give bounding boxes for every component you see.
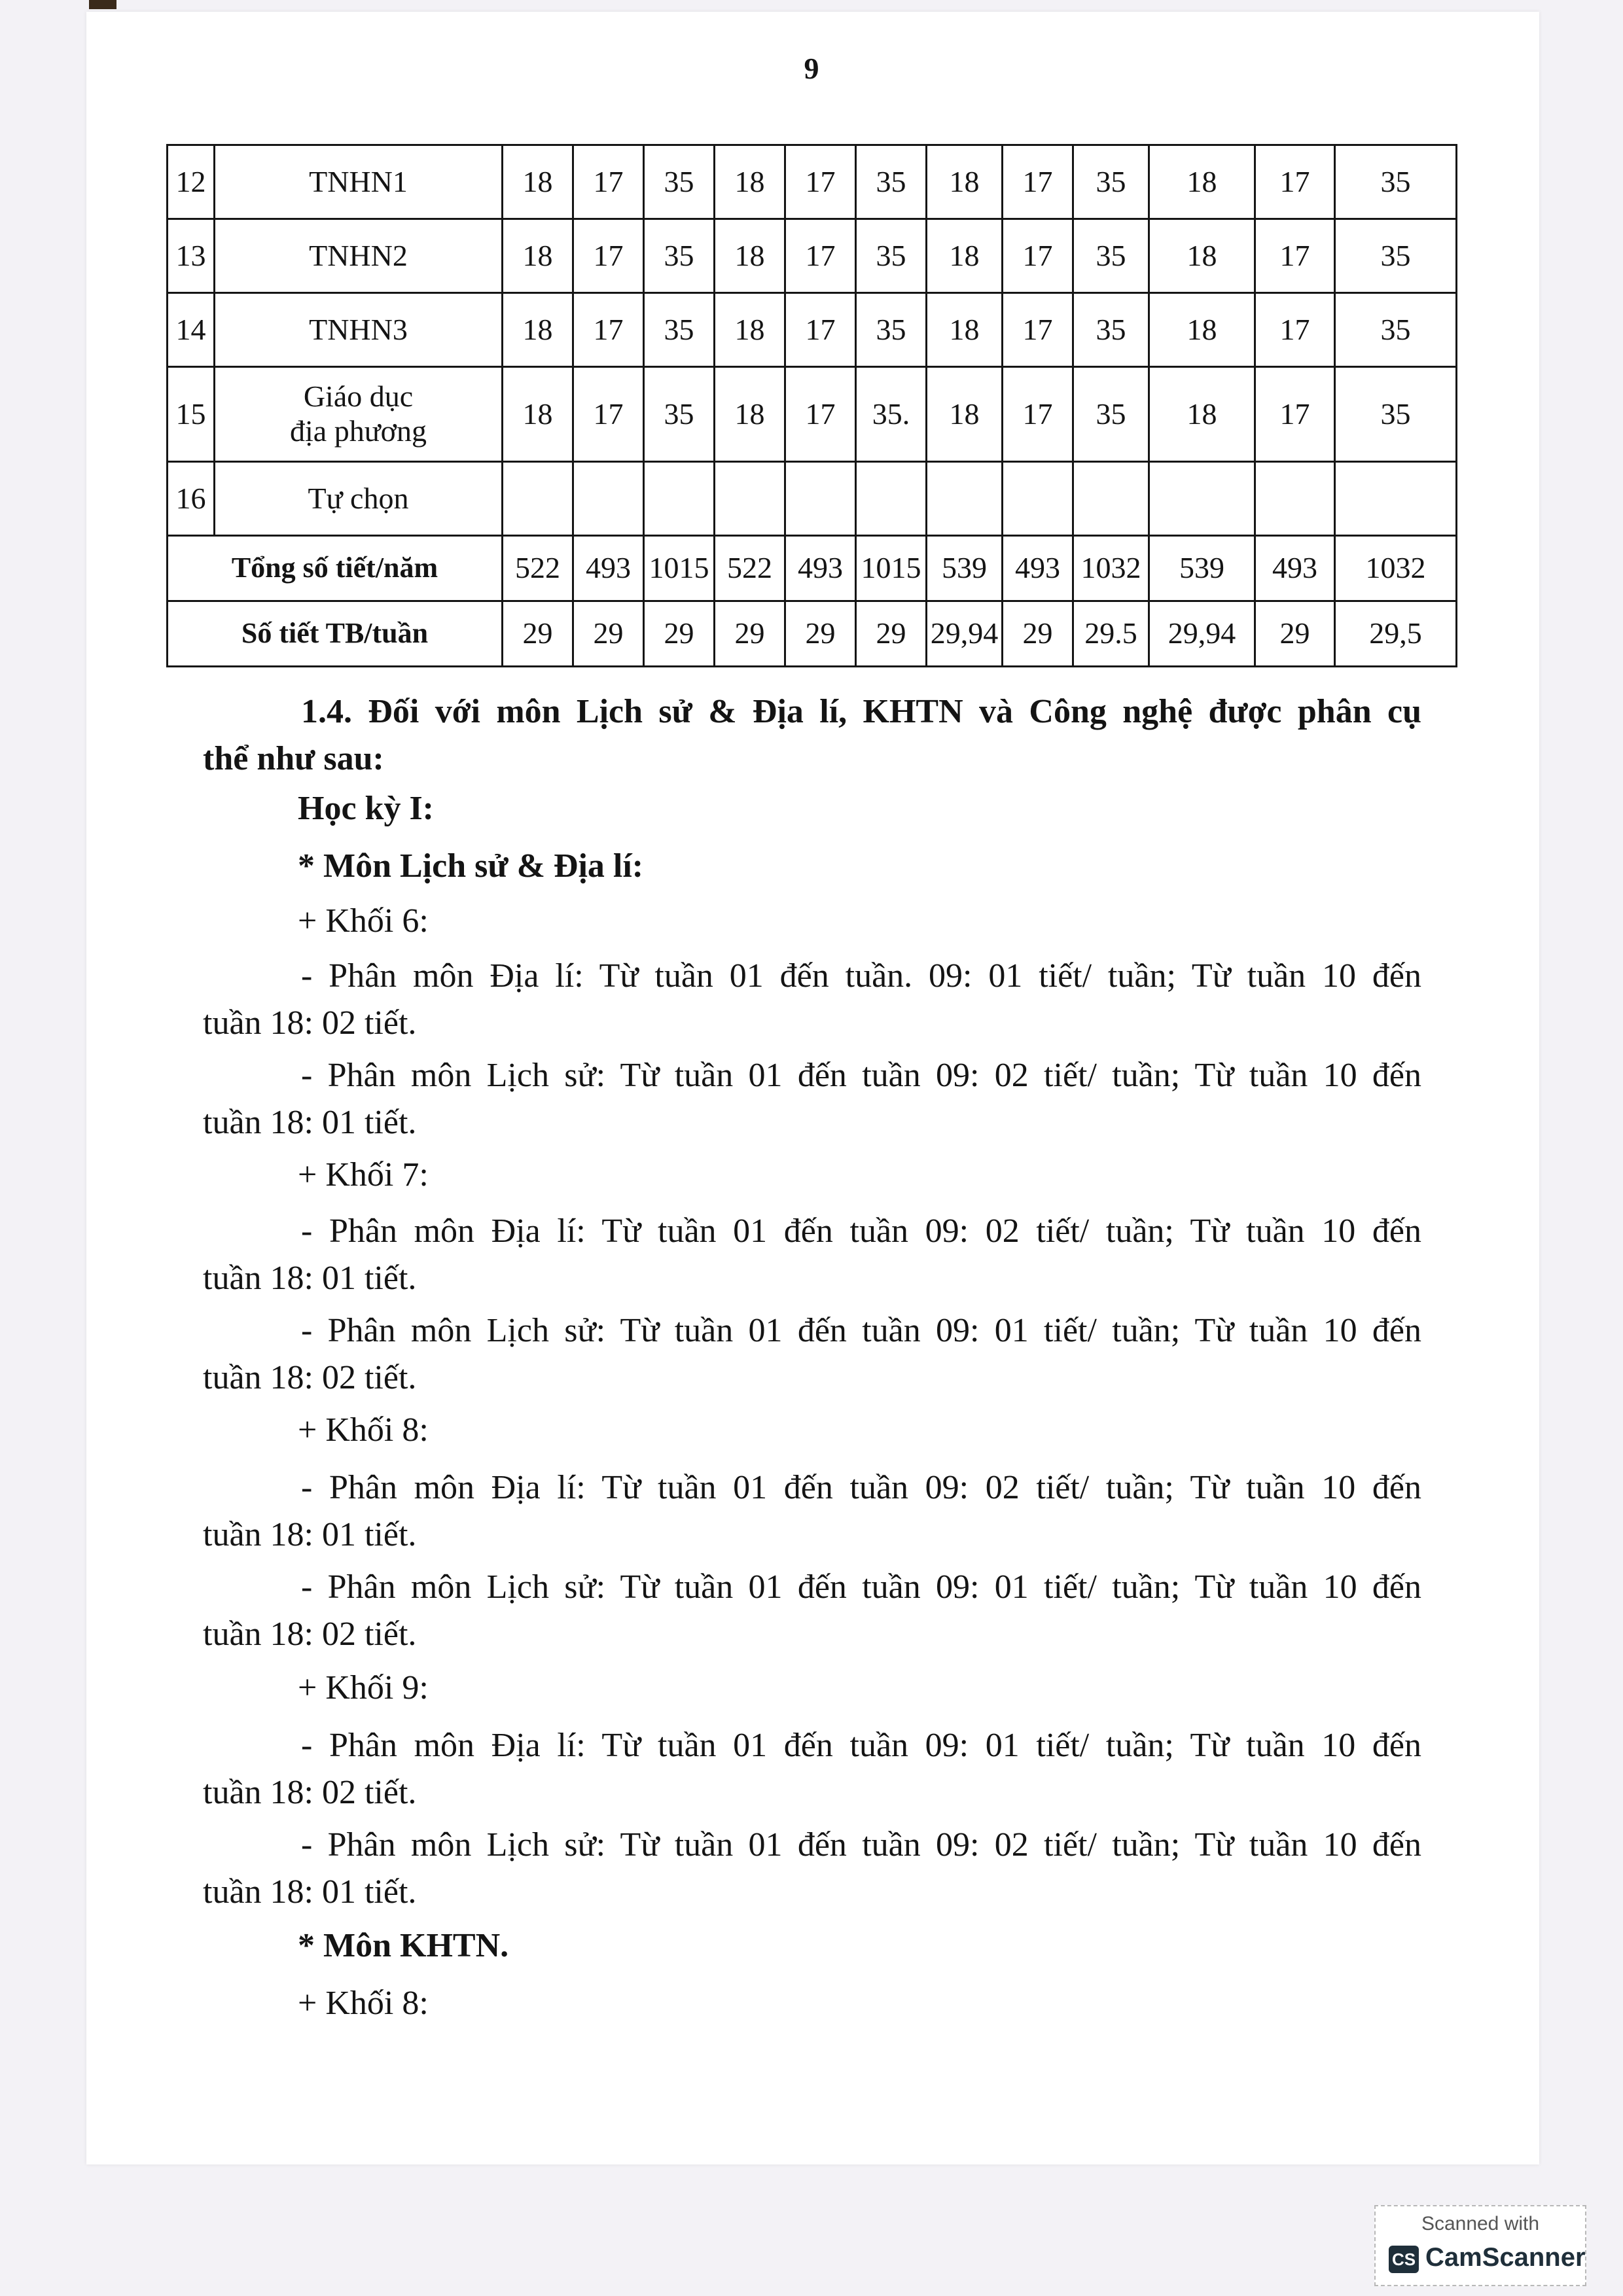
grade-7-label: + Khối 7: (298, 1156, 429, 1193)
subject-cell (215, 367, 503, 462)
badge-brand: CamScanner (1425, 2243, 1586, 2272)
value-cell: 17 (1255, 145, 1335, 219)
value-cell: 17 (1003, 367, 1073, 462)
value-cell: 18 (503, 219, 573, 293)
value-cell (1073, 462, 1149, 536)
value-cell: 18 (715, 367, 785, 462)
value-cell: 522 (503, 536, 573, 601)
summary-label-cell: Số tiết TB/tuần (168, 601, 503, 667)
value-cell (715, 462, 785, 536)
scan-corner-mark (89, 0, 116, 9)
value-cell: 29 (1255, 601, 1335, 667)
semester-label: Học kỳ I: (298, 790, 434, 827)
row-number-cell: 13 (168, 219, 215, 293)
value-cell: 522 (715, 536, 785, 601)
value-cell: 35 (644, 145, 715, 219)
value-cell: 493 (1255, 536, 1335, 601)
g8-geography-line-1: - Phân môn Địa lí: Từ tuần 01 đến tuần 09: 02 tiết/ tuần; Từ tuần 10 đến (301, 1469, 1421, 1506)
value-cell: 29,94 (927, 601, 1003, 667)
table-row (168, 462, 1457, 536)
g7-history-line-2: tuần 18: 02 tiết. (203, 1359, 417, 1396)
value-cell: 29 (856, 601, 927, 667)
g8-history-line-2: tuần 18: 02 tiết. (203, 1616, 417, 1653)
value-cell: 17 (573, 145, 644, 219)
value-cell: 18 (927, 293, 1003, 367)
value-cell: 17 (1003, 219, 1073, 293)
badge-caption: Scanned with (1421, 2213, 1540, 2234)
value-cell (856, 462, 927, 536)
table-row (168, 293, 1457, 367)
value-cell: 35 (644, 219, 715, 293)
row-number-cell: 16 (168, 462, 215, 536)
g9-geography-line-1: - Phân môn Địa lí: Từ tuần 01 đến tuần 09: 01 tiết/ tuần; Từ tuần 10 đến (301, 1727, 1421, 1764)
value-cell: 18 (715, 219, 785, 293)
lesson-hours-table (166, 144, 1457, 667)
value-cell: 18 (715, 145, 785, 219)
g6-geography-paragraph (203, 953, 1421, 1047)
value-cell: 17 (573, 367, 644, 462)
value-cell: 35 (1073, 219, 1149, 293)
value-cell: 35 (1335, 293, 1457, 367)
row-number-cell: 14 (168, 293, 215, 367)
value-cell (1255, 462, 1335, 536)
total-row (168, 536, 1457, 601)
value-cell: 1032 (1073, 536, 1149, 601)
value-cell: 17 (785, 367, 856, 462)
g8-geography-line-2: tuần 18: 01 tiết. (203, 1516, 417, 1553)
value-cell: 493 (1003, 536, 1073, 601)
subject-cell: Tự chọn (215, 462, 503, 536)
subject-cell: TNHN2 (215, 219, 503, 293)
subject-science: * Môn KHTN. (298, 1927, 509, 1964)
grade-8-label: + Khối 8: (298, 1411, 429, 1449)
science-grade-8-label: + Khối 8: (298, 1985, 429, 2022)
g7-history-paragraph (203, 1307, 1421, 1402)
value-cell (785, 462, 856, 536)
value-cell: 18 (1149, 293, 1255, 367)
value-cell (503, 462, 573, 536)
value-cell: 35 (1073, 145, 1149, 219)
value-cell: 18 (715, 293, 785, 367)
value-cell: 493 (573, 536, 644, 601)
g8-geography-paragraph (203, 1464, 1421, 1559)
value-cell: 35 (856, 219, 927, 293)
subject-cell: TNHN1 (215, 145, 503, 219)
value-cell (927, 462, 1003, 536)
value-cell: 18 (927, 367, 1003, 462)
g6-history-paragraph (203, 1052, 1421, 1146)
g7-history-line-1: - Phân môn Lịch sử: Từ tuần 01 đến tuần 09: 01 tiết/ tuần; Từ tuần 10 đến (301, 1312, 1421, 1349)
g9-geography-line-2: tuần 18: 02 tiết. (203, 1774, 417, 1811)
page-number: 9 (804, 52, 819, 85)
g7-geography-line-2: tuần 18: 01 tiết. (203, 1260, 417, 1297)
value-cell: 18 (1149, 367, 1255, 462)
value-cell: 29 (715, 601, 785, 667)
value-cell (1335, 462, 1457, 536)
value-cell: 17 (1003, 293, 1073, 367)
value-cell: 1015 (856, 536, 927, 601)
g6-geography-line-2: tuần 18: 02 tiết. (203, 1004, 417, 1042)
value-cell: 17 (1255, 219, 1335, 293)
value-cell: 29.5 (1073, 601, 1149, 667)
value-cell: 18 (1149, 219, 1255, 293)
value-cell: 539 (927, 536, 1003, 601)
value-cell: 18 (927, 219, 1003, 293)
table-row (168, 219, 1457, 293)
value-cell: 17 (1255, 293, 1335, 367)
value-cell: 17 (785, 145, 856, 219)
camscanner-logo-icon: CS (1389, 2246, 1419, 2273)
value-cell: 493 (785, 536, 856, 601)
g9-history-line-1: - Phân môn Lịch sử: Từ tuần 01 đến tuần 09: 02 tiết/ tuần; Từ tuần 10 đến (301, 1826, 1421, 1863)
value-cell: 35 (1073, 293, 1149, 367)
value-cell: 17 (785, 293, 856, 367)
average-row (168, 601, 1457, 667)
value-cell: 35 (1335, 219, 1457, 293)
subject-line-2: địa phương (290, 414, 427, 448)
section-heading-line-1: 1.4. Đối với môn Lịch sử & Địa lí, KHTN và Công nghệ được phân cụ (301, 693, 1421, 730)
value-cell (644, 462, 715, 536)
value-cell: 29 (503, 601, 573, 667)
value-cell: 29 (644, 601, 715, 667)
value-cell: 18 (503, 367, 573, 462)
value-cell: 29 (1003, 601, 1073, 667)
value-cell (1003, 462, 1073, 536)
g8-history-line-1: - Phân môn Lịch sử: Từ tuần 01 đến tuần 09: 01 tiết/ tuần; Từ tuần 10 đến (301, 1568, 1421, 1606)
value-cell: 18 (503, 293, 573, 367)
table-row (168, 145, 1457, 219)
camscanner-badge (1374, 2205, 1586, 2286)
value-cell: 1015 (644, 536, 715, 601)
row-number-cell: 12 (168, 145, 215, 219)
value-cell (573, 462, 644, 536)
section-heading-line-2: thể như sau: (203, 740, 384, 777)
value-cell: 1032 (1335, 536, 1457, 601)
value-cell: 35 (644, 293, 715, 367)
grade-9-label: + Khối 9: (298, 1669, 429, 1706)
value-cell: 35 (644, 367, 715, 462)
value-cell: 35 (1335, 145, 1457, 219)
g7-geography-paragraph (203, 1208, 1421, 1302)
value-cell: 18 (1149, 145, 1255, 219)
g9-history-line-2: tuần 18: 01 tiết. (203, 1873, 417, 1911)
value-cell: 35 (1335, 367, 1457, 462)
value-cell: 17 (785, 219, 856, 293)
g8-history-paragraph (203, 1564, 1421, 1658)
value-cell: 17 (573, 293, 644, 367)
value-cell: 539 (1149, 536, 1255, 601)
value-cell (1149, 462, 1255, 536)
row-number-cell: 15 (168, 367, 215, 462)
value-cell: 35 (1073, 367, 1149, 462)
value-cell: 35 (856, 145, 927, 219)
g6-history-line-1: - Phân môn Lịch sử: Từ tuần 01 đến tuần 09: 02 tiết/ tuần; Từ tuần 10 đến (301, 1057, 1421, 1094)
grade-6-label: + Khối 6: (298, 902, 429, 940)
subject-history-geography: * Môn Lịch sử & Địa lí: (298, 847, 644, 885)
value-cell: 17 (573, 219, 644, 293)
value-cell: 18 (503, 145, 573, 219)
value-cell: 29 (573, 601, 644, 667)
value-cell: 18 (927, 145, 1003, 219)
section-heading (203, 688, 1421, 783)
value-cell: 35 (856, 293, 927, 367)
value-cell: 35. (856, 367, 927, 462)
g6-history-line-2: tuần 18: 01 tiết. (203, 1104, 417, 1141)
value-cell: 29 (785, 601, 856, 667)
value-cell: 17 (1003, 145, 1073, 219)
g6-geography-line-1: - Phân môn Địa lí: Từ tuần 01 đến tuần. 09: 01 tiết/ tuần; Từ tuần 10 đến (301, 957, 1421, 995)
table-row (168, 367, 1457, 462)
subject-cell: TNHN3 (215, 293, 503, 367)
subject-line-1: Giáo dục (303, 380, 414, 414)
value-cell: 29,5 (1335, 601, 1457, 667)
g7-geography-line-1: - Phân môn Địa lí: Từ tuần 01 đến tuần 09: 02 tiết/ tuần; Từ tuần 10 đến (301, 1212, 1421, 1250)
value-cell: 17 (1255, 367, 1335, 462)
summary-label-cell: Tổng số tiết/năm (168, 536, 503, 601)
g9-geography-paragraph (203, 1722, 1421, 1816)
g9-history-paragraph (203, 1822, 1421, 1916)
value-cell: 29,94 (1149, 601, 1255, 667)
